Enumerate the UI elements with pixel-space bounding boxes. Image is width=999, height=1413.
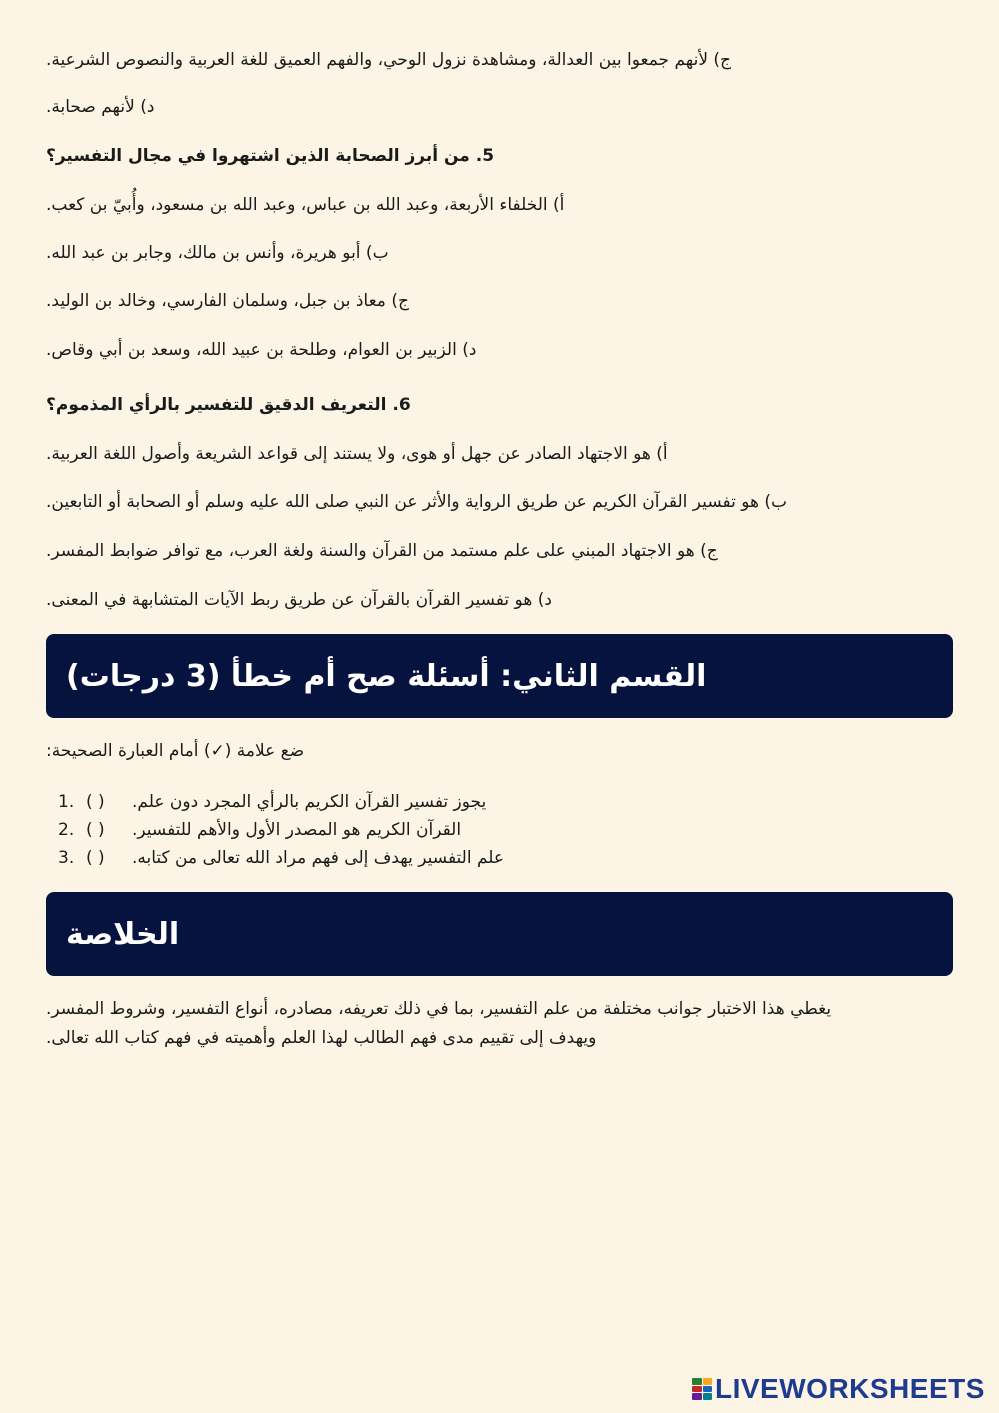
q5-option-c[interactable]: ج) معاذ بن جبل، وسلمان الفارسي، وخالد بن الوليد. xyxy=(46,291,409,311)
summary-line-2: ويهدف إلى تقييم مدى فهم الطالب لهذا العلم وأهميته في فهم كتاب الله تعالى. xyxy=(46,1028,597,1048)
liveworksheets-logo[interactable] xyxy=(692,1374,985,1404)
q6-question: 6. التعريف الدقيق للتفسير بالرأي المذموم؟ xyxy=(46,395,411,415)
item-number: 1. xyxy=(58,792,75,812)
item-statement: يجوز تفسير القرآن الكريم بالرأي المجرد دون علم. xyxy=(132,792,487,812)
q5-option-b[interactable]: ب) أبو هريرة، وأنس بن مالك، وجابر بن عبد الله. xyxy=(46,243,389,263)
item-statement: علم التفسير يهدف إلى فهم مراد الله تعالى من كتابه. xyxy=(132,848,505,868)
true-false-item xyxy=(58,844,953,872)
section-two-title: القسم الثاني: أسئلة صح أم خطأ (3 درجات) xyxy=(66,658,707,694)
item-number: 2. xyxy=(58,820,75,840)
summary-line-1: يغطي هذا الاختبار جوانب مختلفة من علم التفسير، بما في ذلك تعريفه، مصادره، أنواع التفسير، وشروط المفسر. xyxy=(46,999,832,1019)
answer-box[interactable]: ( ) xyxy=(86,792,105,812)
item-statement: القرآن الكريم هو المصدر الأول والأهم للتفسير. xyxy=(132,820,462,840)
liveworksheets-grid-icon xyxy=(692,1378,712,1400)
true-false-item xyxy=(58,788,953,816)
summary-header xyxy=(46,892,953,976)
q6-option-d[interactable]: د) هو تفسير القرآن بالقرآن عن طريق ربط الآيات المتشابهة في المعنى. xyxy=(46,590,552,610)
answer-box[interactable]: ( ) xyxy=(86,820,105,840)
q6-option-b[interactable]: ب) هو تفسير القرآن الكريم عن طريق الرواية والأثر عن النبي صلى الله عليه وسلم أو الصحابة أو التابعين. xyxy=(46,492,788,512)
q4-option-d[interactable]: د) لأنهم صحابة. xyxy=(46,97,155,117)
q4-option-c[interactable]: ج) لأنهم جمعوا بين العدالة، ومشاهدة نزول الوحي، والفهم العميق للغة العربية والنصوص الشرعية. xyxy=(46,50,732,70)
true-false-list xyxy=(58,788,953,872)
answer-box[interactable]: ( ) xyxy=(86,848,105,868)
true-false-instruction: ضع علامة (✓) أمام العبارة الصحيحة: xyxy=(46,741,305,761)
q6-option-a[interactable]: أ) هو الاجتهاد الصادر عن جهل أو هوى، ولا يستند إلى قواعد الشريعة وأصول اللغة العربية. xyxy=(46,444,668,464)
q5-option-a[interactable]: أ) الخلفاء الأربعة، وعبد الله بن عباس، وعبد الله بن مسعود، وأُبيّ بن كعب. xyxy=(46,195,565,215)
q5-option-d[interactable]: د) الزبير بن العوام، وطلحة بن عبيد الله، وسعد بن أبي وقاص. xyxy=(46,340,477,360)
summary-title: الخلاصة xyxy=(66,916,180,952)
q5-question: 5. من أبرز الصحابة الذين اشتهروا في مجال التفسير؟ xyxy=(46,146,495,166)
q6-option-c[interactable]: ج) هو الاجتهاد المبني على علم مستمد من القرآن والسنة ولغة العرب، مع توافر ضوابط المفسر. xyxy=(46,541,718,561)
section-two-header xyxy=(46,634,953,718)
logo-text: LIVEWORKSHEETS xyxy=(715,1373,985,1404)
true-false-item xyxy=(58,816,953,844)
item-number: 3. xyxy=(58,848,75,868)
